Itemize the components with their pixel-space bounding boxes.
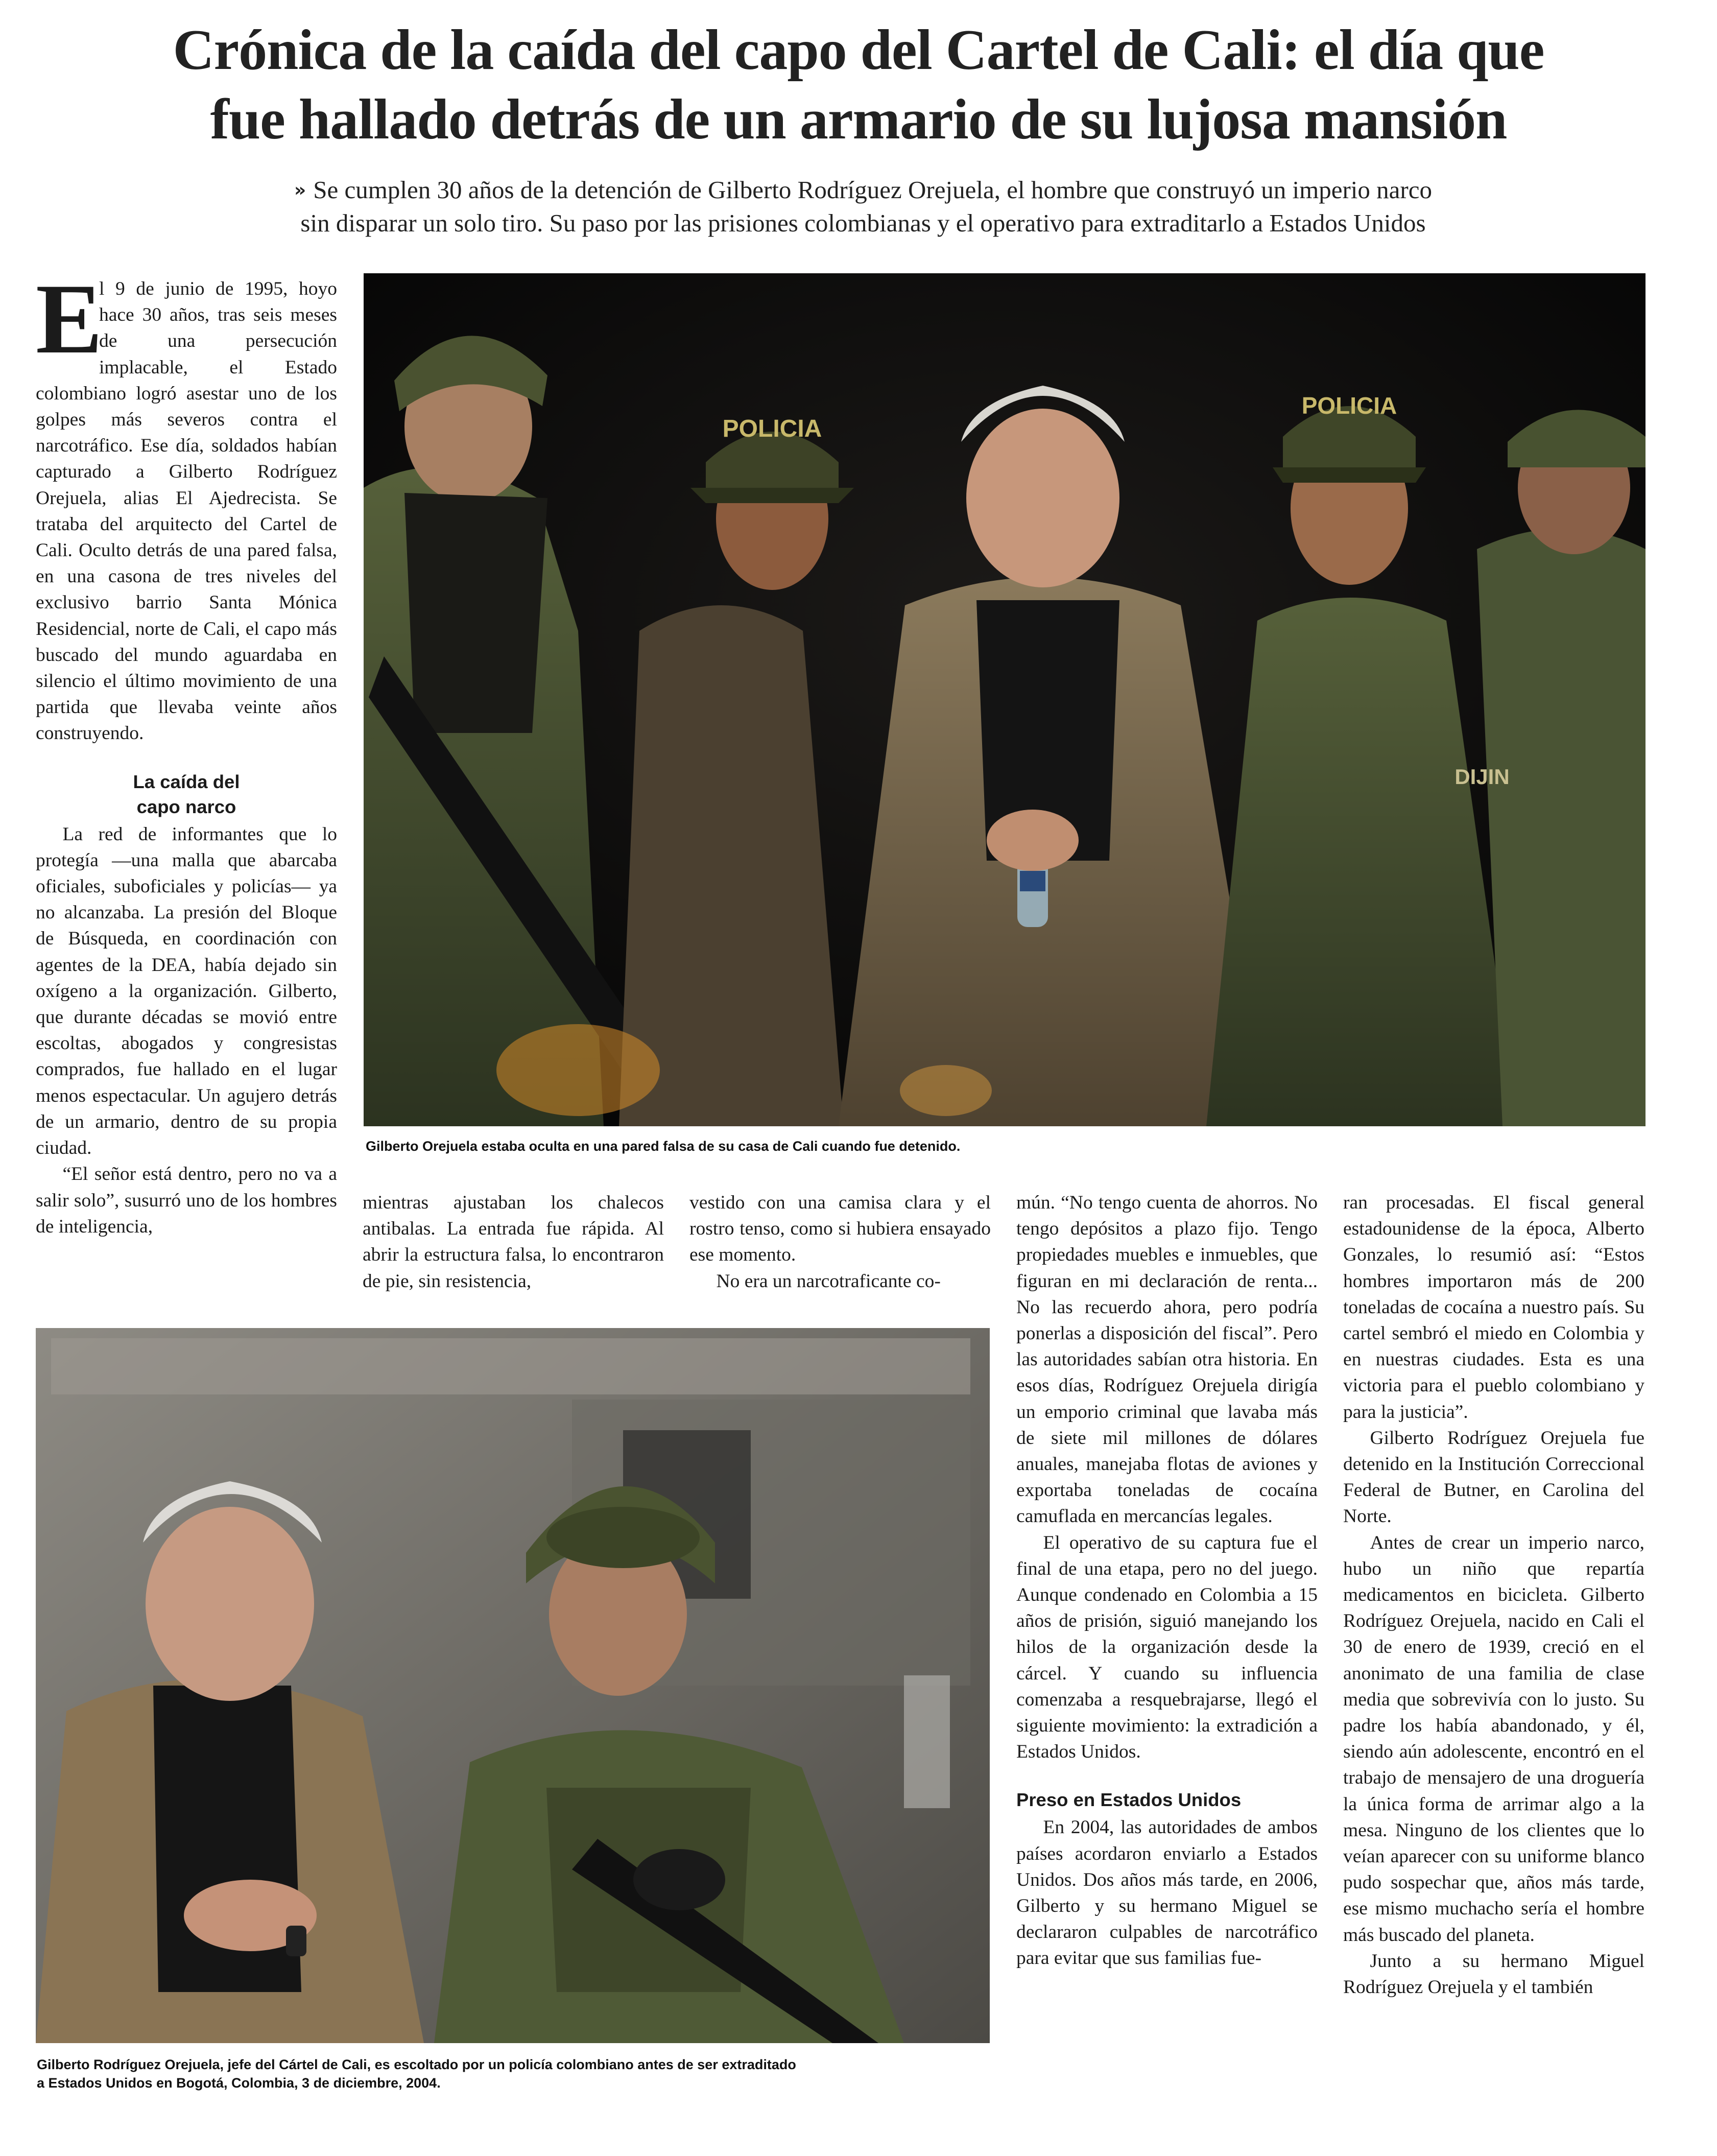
article-column-4 <box>1016 1190 1318 1972</box>
subheadline-line-2: sin disparar un solo tiro. Su paso por las prisiones colombianas y el operativo para extraditarlo a Estados Unidos <box>300 209 1426 237</box>
subheadline <box>153 174 1573 240</box>
lead-paragraph: E l 9 de junio de 1995, hoyo hace 30 años, tras seis meses de una persecución implacable, el Estado colombiano logró asestar uno de los golpes más severos contra el narcotráfico. Ese día, soldados habían capturado a Gilberto Rodríguez Orejuela, alias El Ajedrecista. Se trataba del arquitecto del Cartel de Cali. Oculto detrás de una pared falsa, en una casona de tres niveles del exclusivo barrio Santa Mónica Residencial, norte de Cali, el capo más buscado del mundo aguardaba en silencio el último movimiento de una partida que llevaba veinte años construyendo. <box>36 264 337 744</box>
paragraph: mientras ajustaban los chalecos antibalas. La entrada fue rápida. Al abrir la estructura falsa, lo encontraron de pie, sin resistencia, <box>363 1192 664 1292</box>
article-column-5 <box>1343 1190 1644 2000</box>
double-chevron-right-icon: » <box>294 180 306 201</box>
section-subhead-caida: La caída del capo narco <box>133 771 240 817</box>
article-column-2 <box>363 1190 664 1294</box>
photo-extradition-caption: Gilberto Rodríguez Orejuela, jefe del Cártel de Cali, es escoltado por un policía colombiano antes de ser extraditado a Estados Unidos en Bogotá, Colombia, 3 de diciembre, 2004. <box>37 2057 796 2091</box>
photo-extradition-escort <box>36 1328 990 2043</box>
paragraph: ran procesadas. El fiscal general estadounidense de la época, Alberto Gonzales, lo resumió así: “Estos hombres importaron más de 200 toneladas de cocaína a nuestro país. Su cartel sembró el miedo en Colombia y en nuestras ciudades. Esta es una victoria para el pueblo colombiano y para la justicia”. <box>1343 1192 1644 1423</box>
section-subhead-preso: Preso en Estados Unidos <box>1016 1789 1242 1811</box>
subheadline-line-1: Se cumplen 30 años de la detención de Gilberto Rodríguez Orejuela, el hombre que construyó un imperio narco <box>313 176 1432 204</box>
cap-label-right: POLICIA <box>1301 392 1397 419</box>
paragraph: La red de informantes que lo protegía —una malla que abarcaba oficiales, suboficiales y policías— ya no alcanzaba. La presión del Bloque de Búsqueda, en coordinación con agentes de la DEA, había dejado sin oxígeno a la organización. Gilberto, que durante décadas se movió entre escoltas, abogados y congresistas comprados, fue hallado en el lugar menos espectacular. Un agujero detrás de un armario, dentro de su propia ciudad. <box>36 823 337 1159</box>
paragraph: Gilberto Rodríguez Orejuela fue detenido en la Institución Correccional Federal de Butner, en Carolina del Norte. <box>1343 1427 1644 1527</box>
headline-line-2: fue hallado detrás de un armario de su lujosa mansión <box>210 88 1507 151</box>
photo-arrest-caption: Gilberto Orejuela estaba oculta en una pared falsa de su casa de Cali cuando fue detenido. <box>366 1139 961 1154</box>
photo-extradition-image <box>36 1328 990 2043</box>
paragraph: El operativo de su captura fue el final de una etapa, pero no del juego. Aunque condenado en Colombia a 15 años de prisión, siguió manejando los hilos de la organización desde la cárcel. Y cuando su influencia comenzaba a resquebrajarse, llegó el siguiente movimiento: la extradición a Estados Unidos. <box>1016 1532 1318 1763</box>
drop-cap: E <box>36 264 103 374</box>
headline <box>31 15 1686 154</box>
article-column-1 <box>36 264 337 1240</box>
paragraph: No era un narcotraficante co- <box>716 1270 941 1292</box>
paragraph: “El señor está dentro, pero no va a salir solo”, susurró uno de los hombres de inteligencia, <box>36 1164 337 1237</box>
photo-arrest-night <box>364 273 1646 1126</box>
paragraph: Junto a su hermano Miguel Rodríguez Orejuela y el también <box>1343 1950 1644 1998</box>
paragraph: mún. “No tengo cuenta de ahorros. No tengo depósitos a plazo fijo. Tengo propiedades muebles e inmuebles, que figuran en mi declaración de renta... No las recuerdo ahora, pero podría ponerlas a disposición del fiscal”. Pero las autoridades sabían otra historia. En esos días, Rodríguez Orejuela dirigía un emporio criminal que lavaba más de siete mil millones de dólares anuales, manejaba flotas de aviones y exportaba toneladas de cocaína camuflada en mercancías legales. <box>1016 1192 1318 1527</box>
cap-label-left: POLICIA <box>722 415 822 442</box>
jacket-label: DIJIN <box>1454 765 1510 789</box>
headline-line-1: Crónica de la caída del capo del Cartel de Cali: el día que <box>173 18 1544 82</box>
paragraph: vestido con una camisa clara y el rostro tenso, como si hubiera ensayado ese momento. <box>689 1192 991 1266</box>
paragraph: En 2004, las autoridades de ambos países acordaron enviarlo a Estados Unidos. Dos años más tarde, en 2006, Gilberto y su hermano Miguel se declararon culpables de narcotráfico para evitar que sus familias fue- <box>1016 1817 1318 1969</box>
photo-arrest-image <box>364 273 1646 1126</box>
article-column-3 <box>689 1190 991 1294</box>
paragraph: Antes de crear un imperio narco, hubo un niño que repartía medicamentos en bicicleta. Gilberto Rodríguez Orejuela, nacido en Cali el 30 de enero de 1939, creció en el anonimato de una familia de clase media que sobrevivía con lo justo. Su padre los había abandonado, y él, siendo aún adolescente, encontró en el trabajo de mensajero de una droguería la única forma de arrimar algo a la mesa. Ninguno de los clientes que lo veían aparecer con su uniforme blanco pudo sospechar que, años más tarde, ese mismo muchacho sería el hombre más buscado del planeta. <box>1343 1532 1644 1946</box>
